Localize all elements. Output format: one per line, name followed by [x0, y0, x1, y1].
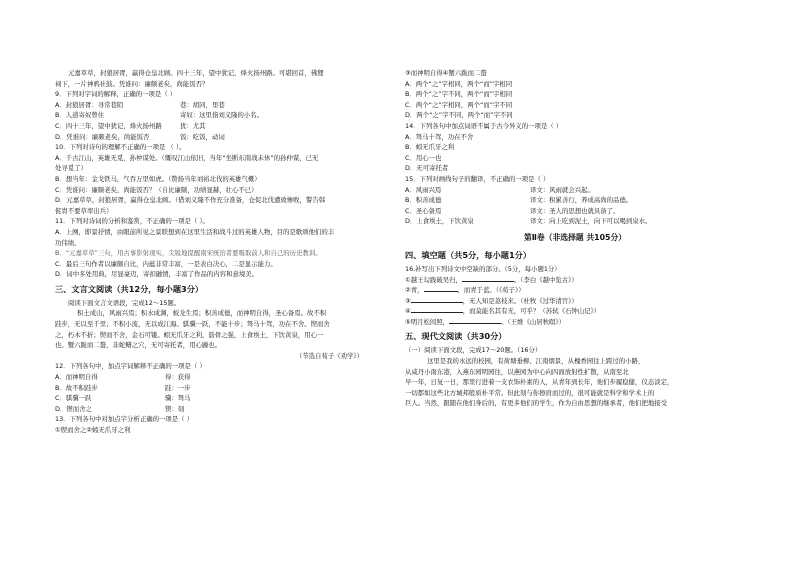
- poem-line-2: 祠下，一片神鸦社鼓。凭谁问：廉颇老矣，尚能饭否？: [55, 79, 209, 88]
- q10-option-a[interactable]: A．千古江山，英雄无觅，孙仲谋处。（慨叹江山依旧，当年“坐断东南战未休”的孙仲谋，已无: [55, 153, 319, 162]
- q14-option-d[interactable]: D．无可寄托者: [405, 164, 449, 173]
- q9-option-b[interactable]: B．人道寄奴曾住 寄奴：这里指刘义隆的小名。: [55, 111, 264, 120]
- q15-option-c[interactable]: C．圣心备焉 译文：圣人的思想也就具备了。: [405, 206, 620, 215]
- volume-2-title: 第Ⅱ卷（非选择题 共105分）: [523, 232, 627, 242]
- q9-option-a[interactable]: A．封狼居胥：寻常巷陌 巷：胡同，里巷: [55, 100, 225, 109]
- passage-line-2: 跬步，无以至千里；不积小流，无以成江海。骐骥一跃，不能十步；驽马十驾，功在不舍。锲而舍: [55, 320, 330, 329]
- q15-option-d[interactable]: D．上食埃土，下饮黄泉 译文：向上吃到泥土，向下可以喝到泉水。: [405, 217, 652, 226]
- q16-item-3: ③ ，无人知是荔枝来。（杜牧《过华清宫》）: [405, 296, 578, 305]
- q13-option-c[interactable]: C．两个“之”字相同，两个“而”字不同: [405, 100, 513, 109]
- passage-line-1: 积土成山，风雨兴焉；积水成渊，蛟龙生焉；积善成德，而神明自得，圣心备焉。故不积: [77, 309, 327, 318]
- q12-option-d[interactable]: D．锲而舍之 锲：刻: [55, 404, 185, 413]
- passage-line-3: 之，朽木不折；锲而不舍，金石可镂。蚓无爪牙之利，筋骨之强，上食埃土，下饮黄泉，用心一: [55, 330, 324, 339]
- part-1-instruction: （一）阅读下面文段，完成17～20题。（16分）: [405, 346, 542, 355]
- q11-option-b[interactable]: B．“元嘉草草”三句，用古事影射现实，尖锐地提醒南宋统治者要吸取前人和自己的历史教训。: [55, 249, 322, 258]
- q14-option-c[interactable]: C．用心一也: [405, 153, 442, 162]
- q13-option-d[interactable]: D．两个“之”字不同，两个“而”字不同: [405, 111, 513, 120]
- fill-blank[interactable]: [411, 306, 463, 313]
- q13-items: ①锲而舍之②蚓无爪牙之利: [55, 426, 131, 434]
- modern-passage-line-1: 这里是我的永远的校园，有荷塘垂柳、江南烟景，从槐香园往上跨过的小路，: [427, 357, 645, 366]
- right-column: [405, 68, 745, 409]
- q15-option-a[interactable]: A．风雨兴焉 译文：风雨就会兴起。: [405, 185, 594, 194]
- modern-passage-line-5: 巨人。当然，跟随在他们身后的，有更多他们的学生，作为自由思想的继承者，他们把地接受: [405, 399, 668, 408]
- q12-option-c[interactable]: C．骐骥一跃 骥：驽马: [55, 394, 191, 403]
- q13-option-a[interactable]: A．两个“之”字相同，两个“而”字相同: [405, 79, 513, 88]
- q11-option-d[interactable]: D．词中多处用典，尽显豪迈，寄扣融情，丰富了作品的内容和意境美。: [55, 270, 259, 279]
- q14-option-a[interactable]: A．驽马十驾，功在不舍: [405, 132, 474, 141]
- modern-passage-line-4: 一切都如这些北方城邦般质朴平常。但此刻与你擦肩而过的，很可能就是科学和学术上的: [405, 388, 655, 397]
- q9-option-d[interactable]: D．凭谁问：廉颇老矣，尚能饭否 饭：吃饭，动词: [55, 132, 225, 141]
- q11-option-c[interactable]: C．最后三句作者以廉颇自比，内蕴非常丰富，一是表白决心，二是显示能力。: [55, 259, 277, 268]
- passage-source: （节选自荀子《劝学》）: [295, 351, 363, 360]
- modern-passage-line-2: 从咸丹小南东港，入燕东园明园往，以燕园为中心向四面放射性扩散，从南至北: [405, 367, 629, 376]
- passage-line-4: 也。蟹六跪而二螯，非蛇鳝之穴，无可寄托者，用心躁也。: [55, 341, 222, 350]
- fill-blank[interactable]: [449, 317, 501, 324]
- q12-option-a[interactable]: A．而神明自得 得：获得: [55, 373, 191, 382]
- q16-item-5: ⑤明月松间照， 。（王维《山居秋暝》）: [405, 317, 565, 326]
- q9-option-c[interactable]: C．四十三年，望中犹记，烽火扬州路 犹：尤其: [55, 121, 206, 130]
- q15-stem: 15．下列对画线句子的翻译，不正确的一项是（ ）: [405, 174, 550, 183]
- section-5-title: 五、现代文阅读（共30分）: [405, 331, 507, 342]
- q10-option-c[interactable]: C．凭谁问：廉颇老矣，尚能饭否？（自比廉颇，功绩显赫，壮心不已）: [55, 185, 258, 194]
- q12-stem: 12．下列各句中，加点字词解释不正确的一项是（ ）: [55, 362, 206, 371]
- q9-stem: 9．下列对字词的解释，正确的一项是（ ）: [55, 90, 177, 99]
- q16-item-2: ②青， ，而青于蓝。（《荀子》）: [405, 286, 525, 295]
- passage-instruction: 阅读下面文言文语段，完成12～15题。: [68, 298, 181, 307]
- q10-stem: 10．下列对诗句的理解不正确的一项是 （ ）。: [55, 143, 186, 152]
- q11-option-a-cont: 功伟绩。: [55, 238, 81, 247]
- q13-option-b[interactable]: B．两个“之”字不同，两个“而”字相同: [405, 90, 513, 99]
- q10-option-a-cont: 处寻觅了）: [55, 164, 87, 173]
- q16-item-4: ④ ，而莫能名其有无，可乎？（苏轼《石钟山记》）: [405, 307, 601, 316]
- q15-option-b[interactable]: B．积善成德 译文：积累善行，养成高尚的品德。: [405, 196, 633, 205]
- fill-blank[interactable]: [462, 275, 514, 282]
- left-column: [55, 68, 393, 436]
- q13-stem: 13．下列各句中对加点字分析正确的一项是（ ）: [55, 415, 193, 424]
- fill-blank[interactable]: [424, 285, 458, 292]
- q16-item-1: ①越王勾践破吴归， 。（李白《越中览古》）: [405, 275, 578, 284]
- q11-stem: 11．下列对诗词的分析和鉴赏，不正确的一项是（ ）。: [55, 217, 209, 226]
- section-3-title: 三、文言文阅读（共12分，每小题3分）: [55, 283, 204, 294]
- fill-blank[interactable]: [411, 296, 463, 303]
- section-4-title: 四、填空题（共5分，每小题1分）: [405, 249, 532, 260]
- q16-stem: 16.补写出下列诗文中空缺的部分。（5分，每小题1分）: [405, 264, 561, 273]
- poem-line-1: 元嘉草草，封狼居胥，赢得仓皇北顾。四十三年，望中犹记，烽火扬州路。可堪回首，佛狸: [68, 69, 324, 77]
- q10-option-d-cont: 侂胄不要草率出兵）: [55, 206, 113, 215]
- q12-option-b[interactable]: B．故不积跬步 跬：一步: [55, 383, 191, 392]
- q10-option-b[interactable]: B．想当年：金戈铁马，气吞万里如虎。（赞扬当年刘裕北伐的英雄气概）: [55, 174, 261, 183]
- modern-passage-line-3: 早一年，日复一日，那里行进着一支衣饰朴素的人，从青年到长年，他们步履稳健，仪态淡定，: [405, 378, 674, 387]
- q10-option-d[interactable]: D．元嘉草草，封狼居胥，赢得仓皇北顾。（借刘义隆不作充分准备，仓促北伐遭致惨败，警告韩: [55, 196, 326, 205]
- q13-items-cont: ③而神明自得④蟹六跪而二螯: [405, 69, 487, 77]
- q11-option-a[interactable]: A．上阕，即景抒情，由眼前所见之景联想到在这里生活和战斗过的英雄人物，目的是歌颂他们的丰: [55, 227, 335, 236]
- q14-stem: 14．下列各句中加点词语不属于古今异义的一项是（ ）: [405, 121, 563, 130]
- q14-option-b[interactable]: B．蚓无爪牙之利: [405, 143, 455, 152]
